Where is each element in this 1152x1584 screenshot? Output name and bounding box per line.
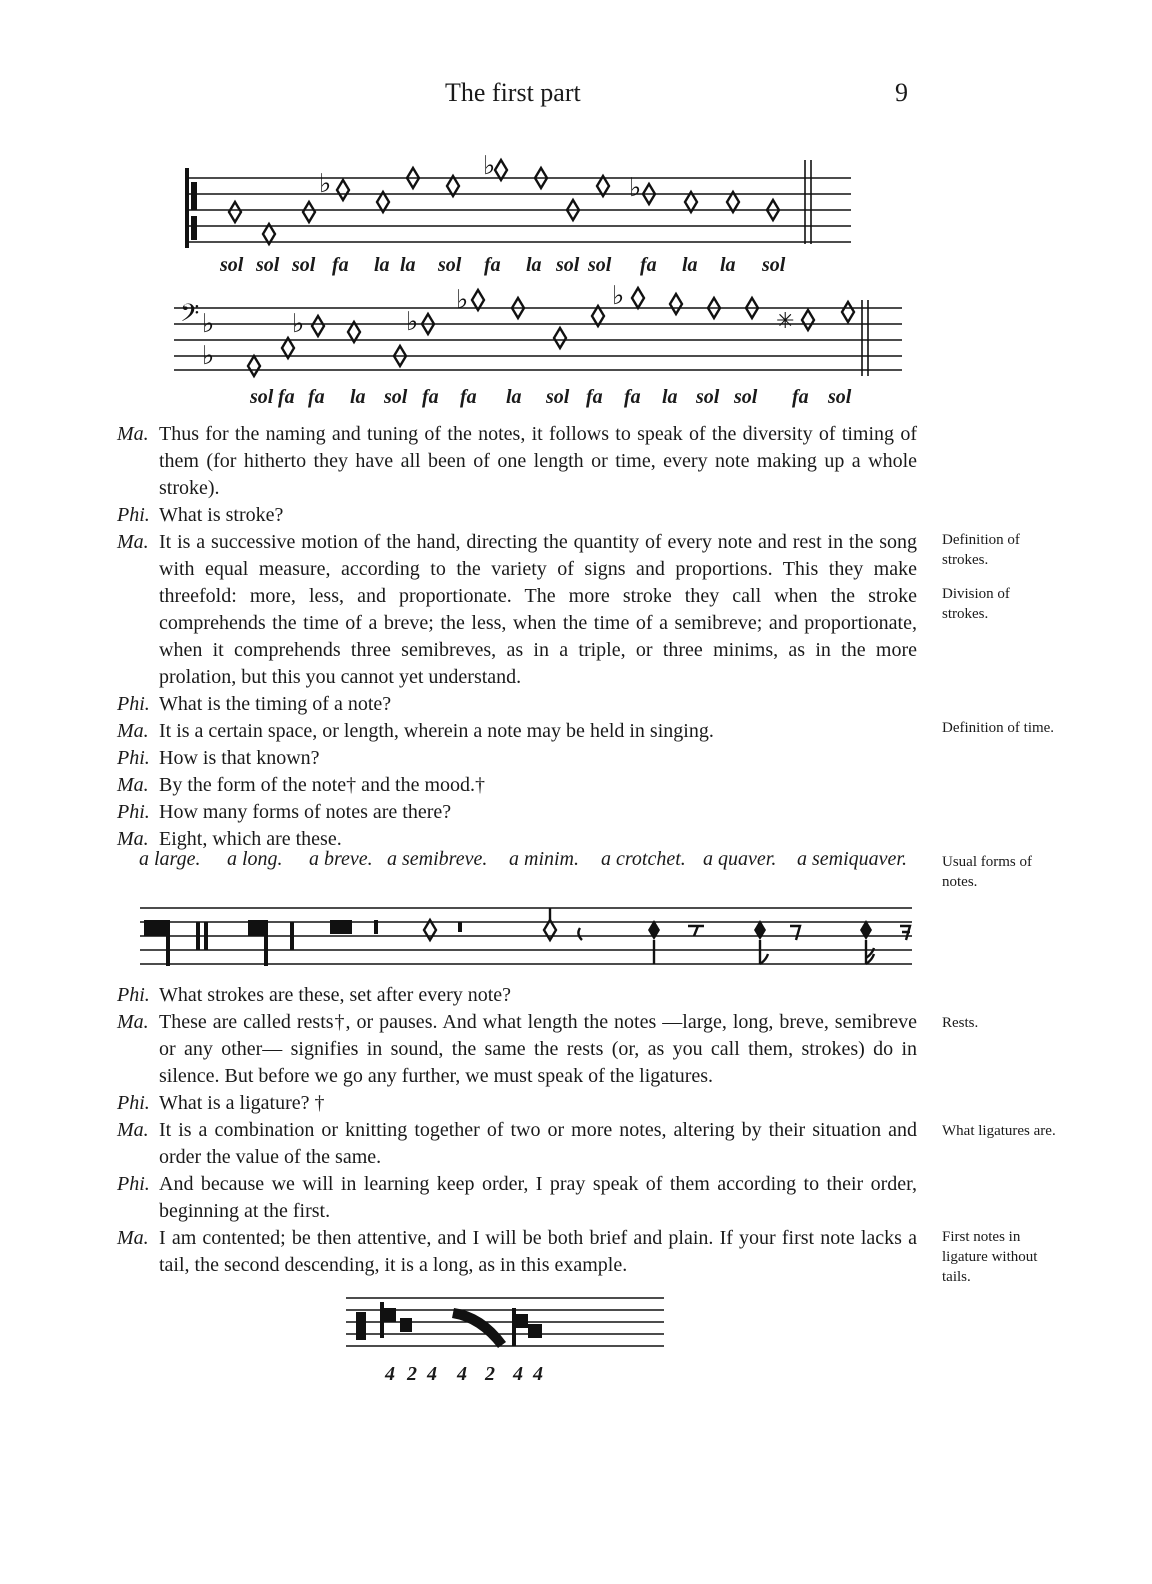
syllable: fa <box>624 386 641 408</box>
syllable: fa <box>278 386 295 408</box>
margin-note: What ligatures are. <box>942 1123 1056 1139</box>
dialogue-line <box>117 1117 917 1171</box>
svg-text:♭: ♭ <box>292 309 305 338</box>
svg-text:♭: ♭ <box>456 285 469 314</box>
staff-1-notes <box>229 160 779 244</box>
note-form-label: a breve. <box>309 848 373 870</box>
dialogue-section-b <box>117 982 917 1279</box>
ligature-number: 4 <box>457 1363 467 1385</box>
speaker: Phi. <box>117 801 150 823</box>
ligature-number: 4 <box>533 1363 543 1385</box>
speaker: Phi. <box>117 1173 150 1195</box>
dialogue-line <box>117 799 917 826</box>
speech: What strokes are these, set after every note? <box>159 984 512 1006</box>
svg-text:✳: ✳ <box>776 308 795 333</box>
syllable: la <box>374 254 390 276</box>
dialogue-line <box>117 1090 917 1117</box>
syllable: sol <box>438 254 462 276</box>
syllable: fa <box>422 386 439 408</box>
speech: How is that known? <box>159 747 320 769</box>
speaker: Ma. <box>117 1227 149 1249</box>
syllable: la <box>662 386 678 408</box>
speaker: Ma. <box>117 1119 149 1141</box>
speaker: Ma. <box>117 423 149 445</box>
speaker: Ma. <box>117 531 149 553</box>
dialogue-line <box>117 1171 917 1225</box>
syllable: sol <box>250 386 274 408</box>
note-form-label: a large. <box>139 848 201 870</box>
speech: I am contented; be then attentive, and I will be both brief and plain. If your first note lacks a tail, the second descending, it is a long, as in this example. <box>159 1227 917 1276</box>
margin-note: Definition of strokes. <box>942 532 1020 568</box>
running-header <box>0 78 1152 118</box>
svg-text:♭: ♭ <box>202 309 215 338</box>
syllable: sol <box>220 254 244 276</box>
dialogue-line <box>117 529 917 691</box>
syllable: la <box>682 254 698 276</box>
speaker: Ma. <box>117 1011 149 1033</box>
ligature-number: 4 <box>385 1363 395 1385</box>
syllable: sol <box>384 386 408 408</box>
syllable: sol <box>734 386 758 408</box>
note-form-label: a quaver. <box>703 848 777 870</box>
syllable: fa <box>792 386 809 408</box>
syllable: fa <box>460 386 477 408</box>
dialogue-line <box>117 772 917 799</box>
syllable: sol <box>556 254 580 276</box>
svg-text:♭: ♭ <box>612 282 625 310</box>
syllable: fa <box>484 254 501 276</box>
speaker: Phi. <box>117 1092 150 1114</box>
note-form-label: a semibreve. <box>387 848 488 870</box>
dialogue-line <box>117 502 917 529</box>
syllable: fa <box>640 254 657 276</box>
dialogue-line <box>117 691 917 718</box>
note-form-label: a long. <box>227 848 283 870</box>
margin-note: Division of strokes. <box>942 586 1010 622</box>
margin-note: First notes in ligature without tails. <box>942 1229 1038 1285</box>
dialogue-line <box>117 421 917 502</box>
syllable: fa <box>586 386 603 408</box>
speech: Eight, which are these. <box>159 828 342 850</box>
speech: It is a combination or knitting together of two or more notes, altering by their situation and order the value of the same. <box>159 1119 917 1168</box>
speech: By the form of the note† and the mood.† <box>159 774 486 796</box>
speaker: Ma. <box>117 720 149 742</box>
note-forms-staff <box>140 898 914 972</box>
speech: And because we will in learning keep order, I pray speak of them according to their order, beginning at the first. <box>159 1173 917 1222</box>
ligature-number: 4 <box>427 1363 437 1385</box>
svg-text:♭: ♭ <box>319 169 332 198</box>
syllable: la <box>526 254 542 276</box>
syllable: sol <box>256 254 280 276</box>
speech: How many forms of notes are there? <box>159 801 452 823</box>
dialogue-line <box>117 1225 917 1279</box>
speaker: Ma. <box>117 774 149 796</box>
margin-note: Definition of time. <box>942 720 1055 736</box>
speaker: Ma. <box>117 828 149 850</box>
page-title: The first part <box>445 78 581 107</box>
svg-text:♭: ♭ <box>406 307 419 336</box>
speaker: Phi. <box>117 984 150 1006</box>
speaker: Phi. <box>117 504 150 526</box>
syllable: fa <box>308 386 325 408</box>
syllable: la <box>350 386 366 408</box>
ligature-number: 4 <box>513 1363 523 1385</box>
page-number: 9 <box>895 78 908 107</box>
dialogue-line <box>117 718 917 745</box>
dialogue-section-a <box>117 421 917 853</box>
svg-text:♭: ♭ <box>629 173 642 202</box>
syllable: sol <box>292 254 316 276</box>
music-staff-1 <box>183 148 855 252</box>
dialogue-line <box>117 1009 917 1090</box>
svg-text:𝄢: 𝄢 <box>180 300 200 333</box>
ligature-example-staff <box>344 1290 668 1360</box>
speaker: Phi. <box>117 693 150 715</box>
staff-2-notes <box>248 288 854 376</box>
speech: It is a certain space, or length, wherein a note may be held in singing. <box>159 720 714 742</box>
speech: It is a successive motion of the hand, directing the quantity of every note and rest in the song with equal measure, according to the variety of signs and proportions. This they make threefold: more, less, and proportionate. The more stroke they call when the stroke comprehends the time of a breve; the less, when the time of a semibreve; and proportionate, when it comprehends three semibreves, as in a triple, or three minims, as in the more prolation, but this you cannot yet understand. <box>159 531 917 688</box>
note-form-label: a minim. <box>509 848 579 870</box>
svg-text:♭: ♭ <box>202 341 215 370</box>
syllable: sol <box>762 254 786 276</box>
note-form-label: a semiquaver. <box>797 848 907 870</box>
syllable: la <box>506 386 522 408</box>
speech: What is the timing of a note? <box>159 693 392 715</box>
speaker: Phi. <box>117 747 150 769</box>
margin-note: Usual forms of notes. <box>942 854 1032 890</box>
music-staff-2 <box>172 282 906 382</box>
dialogue-line <box>117 745 917 772</box>
syllable: la <box>720 254 736 276</box>
ligature-number: 2 <box>407 1363 417 1385</box>
syllable: sol <box>588 254 612 276</box>
speech: Thus for the naming and tuning of the notes, it follows to speak of the diversity of timing of them (for hitherto they have all been of one length or time, every note making up a whole stroke). <box>159 423 917 499</box>
syllable: sol <box>828 386 852 408</box>
speech: What is stroke? <box>159 504 284 526</box>
syllable: fa <box>332 254 349 276</box>
syllable: la <box>400 254 416 276</box>
speech: These are called rests†, or pauses. And what length the notes —large, long, breve, semibreve or any other— signifies in sound, the same the rests (or, as you call them, strokes) do in silence. But before we go any further, we must speak of the ligatures. <box>159 1011 917 1087</box>
syllable: sol <box>696 386 720 408</box>
note-form-label: a crotchet. <box>601 848 686 870</box>
margin-note: Rests. <box>942 1015 979 1031</box>
ligature-number: 2 <box>485 1363 495 1385</box>
speech: What is a ligature? † <box>159 1092 325 1114</box>
dialogue-line <box>117 982 917 1009</box>
svg-text:♭: ♭ <box>483 151 496 180</box>
syllable: sol <box>546 386 570 408</box>
